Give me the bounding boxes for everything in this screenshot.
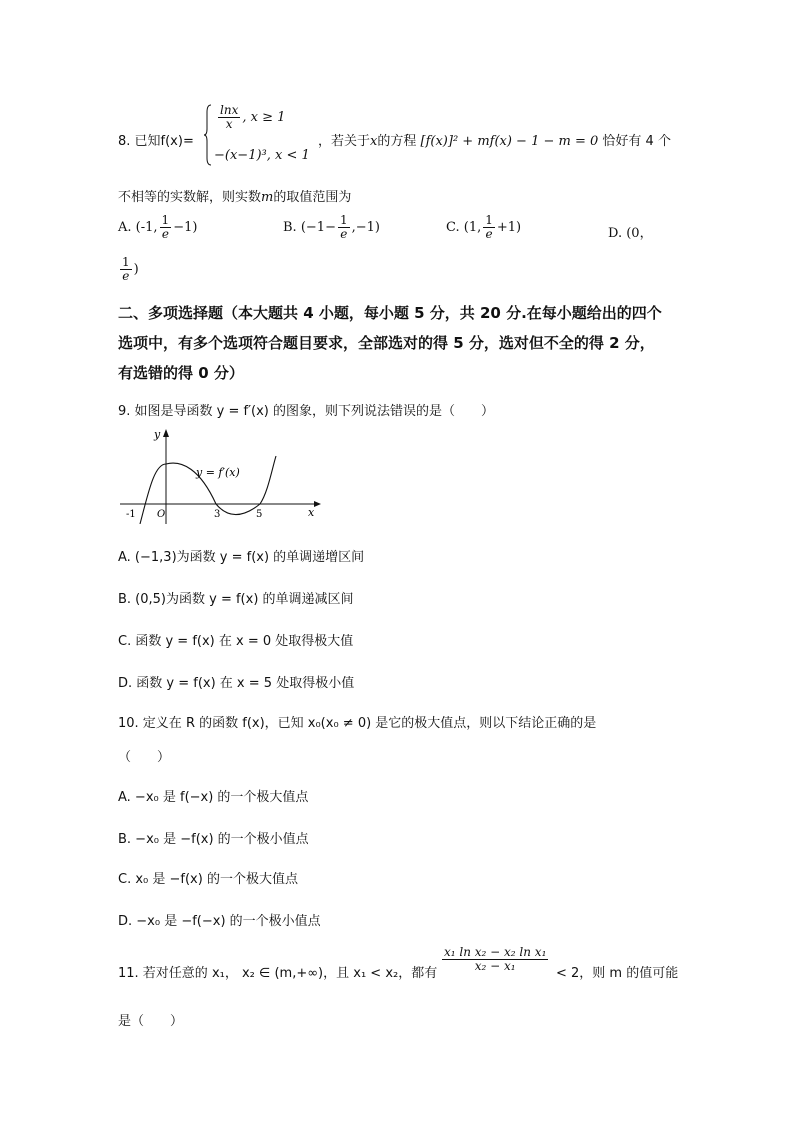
q10-stem: 10. 定义在 R 的函数 f(x)，已知 x₀(x₀ ≠ 0) 是它的极大值点，则以下结论正确的是 [118,716,597,731]
section-heading-line1: 二、多项选择题（本大题共 4 小题，每小题 5 分，共 20 分.在每小题给出的四个 [118,304,662,322]
q8-tail: 恰好有 4 个 [602,134,671,149]
q10-paren: （ ） [118,750,171,765]
option-label: C. [446,220,460,236]
option-text: (-1, [135,220,158,236]
q8-prefix: 8. 已知f(x)= [118,134,194,149]
frac-num: 1 [122,255,130,269]
option-text: (−1− [300,220,336,236]
q8-option-d[interactable] [608,222,653,241]
q8-piecewise [204,104,314,168]
q11-frac-den: x₂ − x₁ [474,959,516,974]
option-text: (1, [463,220,482,236]
tick-label: -1 [126,509,136,520]
frac-den: e [485,227,493,242]
q9-option-d[interactable]: D. 函数 y = f(x) 在 x = 5 处取得极小值 [118,676,355,691]
q8-mid2: 的方程 [377,134,417,149]
option-label: D. [608,226,623,241]
q8-option-c[interactable] [446,214,521,241]
q8-piece1-den: x [225,117,233,132]
frac-num: 1 [485,213,493,227]
q9-stem: 9. 如图是导函数 y = f′(x) 的图象，则下列说法错误的是（ ） [118,404,495,419]
q8-equation: [f(x)]² + mf(x) − 1 − m = 0 [420,134,599,149]
q9-option-a[interactable]: A. (−1,3)为函数 y = f(x) 的单调递增区间 [118,550,365,565]
q10-option-a[interactable]: A. −x₀ 是 f(−x) 的一个极大值点 [118,790,309,805]
derivative-graph [118,424,328,524]
y-axis-label: y [154,428,161,441]
q8-line2-b: 的取值范围为 [273,190,352,205]
y-axis-arrow-icon [163,429,169,437]
option-text: −1) [173,220,198,236]
q8-var-x: x [370,134,378,149]
q8-option-a[interactable] [118,214,197,241]
brace-icon [204,104,212,166]
q9-option-c[interactable]: C. 函数 y = f(x) 在 x = 0 处取得极大值 [118,634,354,649]
origin-label: O [157,509,166,520]
q8-option-b[interactable] [283,214,380,241]
q8-line2-a: 不相等的实数解，则实数 [118,190,262,205]
q8-piece1-cond: , x ≥ 1 [242,110,286,126]
section-heading-line2: 选项中，有多个选项符合题目要求，全部选对的得 5 分，选对但不全的得 2 分， [118,334,655,352]
q11-pre: 11. 若对任意的 x₁， x₂ ∈ (m,+∞)，且 x₁ < x₂，都有 [118,966,438,981]
x-axis-arrow-icon [314,501,321,507]
section-heading-line3: 有选错的得 0 分） [118,364,244,382]
option-text: (0， [626,226,653,241]
frac-den: e [340,227,348,242]
tick-label: 3 [214,509,221,520]
tick-label: 5 [256,509,263,520]
x-axis-label: x [308,506,315,519]
q10-option-c[interactable]: C. x₀ 是 −f(x) 的一个极大值点 [118,872,298,887]
q11-fraction [440,946,550,973]
q8-piece2: −(x−1)³, x < 1 [214,148,310,163]
frac-num: 1 [339,213,348,227]
option-label: B. [283,220,297,236]
q9-option-b[interactable]: B. (0,5)为函数 y = f(x) 的单调递减区间 [118,592,354,607]
option-text: ) [133,262,139,278]
q10-option-d[interactable]: D. −x₀ 是 −f(−x) 的一个极小值点 [118,914,321,929]
q11-line2: 是（ ） [118,1014,184,1029]
frac-den: e [122,269,130,284]
frac-num: 1 [161,213,170,227]
frac-den: e [161,227,169,242]
option-label: A. [118,220,132,236]
q10-option-b[interactable]: B. −x₀ 是 −f(x) 的一个极小值点 [118,832,309,847]
q8-mid: ，若关于 [318,134,371,149]
option-text: ,−1) [351,220,380,236]
q8-var-m: m [261,190,274,205]
option-text: +1) [496,220,522,236]
q8-option-d-cont [118,256,139,283]
curve-label: y = f′(x) [196,466,240,479]
q11-frac-num: x₁ ln x₂ − x₂ ln x₁ [444,945,547,959]
q8-piece1-num: lnx [220,103,239,117]
q11-post: < 2，则 m 的值可能 [556,966,679,981]
